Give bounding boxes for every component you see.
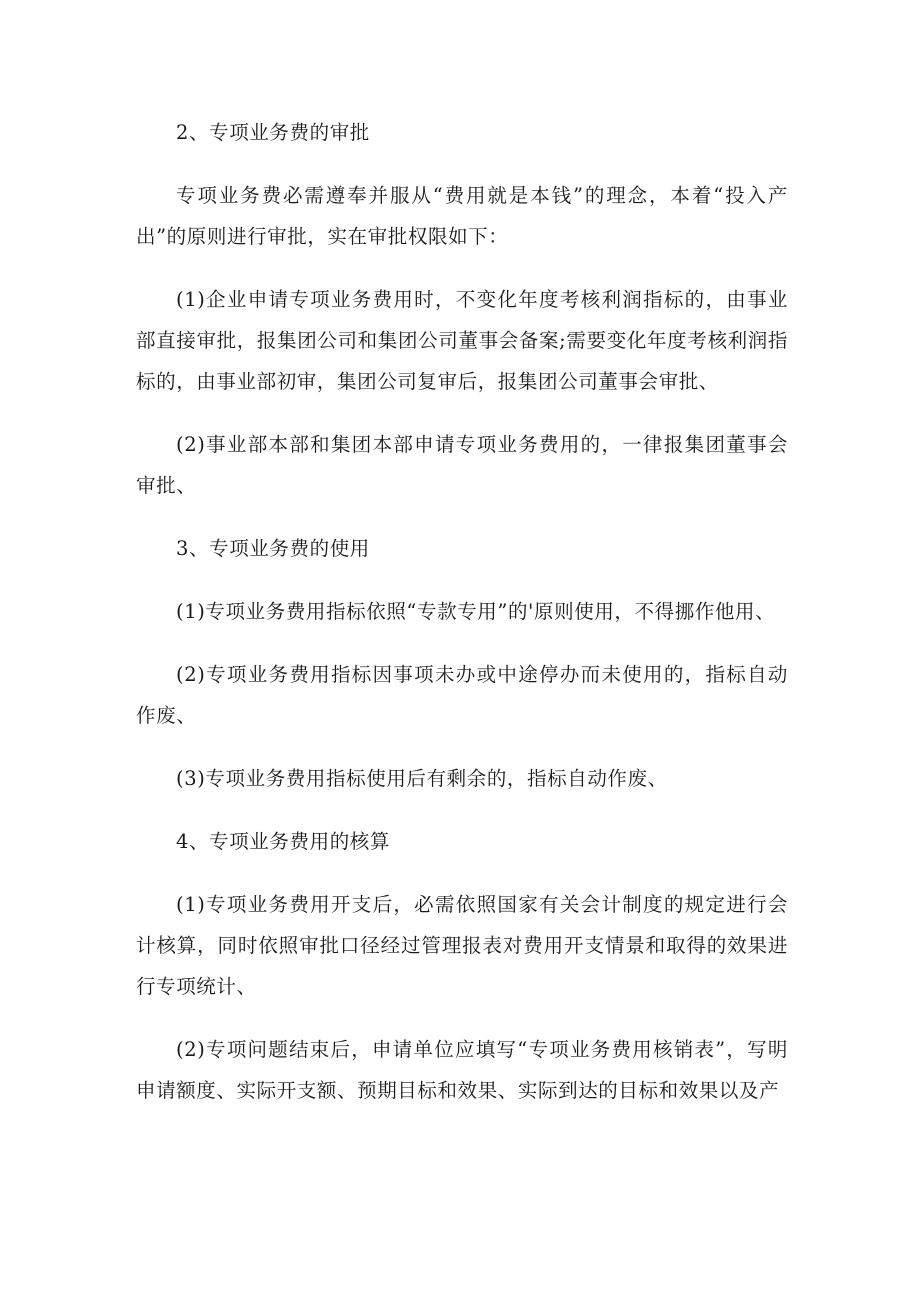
section-heading-usage: 3、专项业务费的使用	[176, 537, 370, 560]
section-heading-accounting: 4、专项业务费用的核算	[176, 830, 391, 853]
paragraph-approval-item-2: (2)事业部本部和集团本部申请专项业务费用的，一律报集团董事会审批、	[136, 433, 788, 497]
paragraph-approval-principle: 专项业务费必需遵奉并服从“费用就是本钱”的理念，本着“投入产出”的原则进行审批，实在审批权限如下：	[136, 184, 788, 248]
paragraph-accounting-item-2: (2)专项问题结束后，申请单位应填写“专项业务费用核销表”，写明申请额度、实际开支额、预期目标和效果、实际到达的目标和效果以及产	[136, 1038, 788, 1102]
section-heading-approval: 2、专项业务费的审批	[176, 121, 370, 144]
paragraph-usage-item-2: (2)专项业务费用指标因事项未办或中途停办而未使用的，指标自动作废、	[136, 663, 788, 727]
paragraph-usage-item-1: (1)专项业务费用指标依照“专款专用”的'原则使用，不得挪作他用、	[176, 600, 776, 623]
paragraph-accounting-item-1: (1)专项业务费用开支后，必需依照国家有关会计制度的规定进行会计核算，同时依照审批口径经过管理报表对费用开支情景和取得的效果进行专项统计、	[136, 893, 788, 998]
paragraph-approval-item-1: (1)企业申请专项业务费用时，不变化年度考核利润指标的，由事业部直接审批，报集团公司和集团公司董事会备案;需要变化年度考核利润指标的，由事业部初审，集团公司复审后，报集团公司董事会审批、	[136, 288, 788, 393]
paragraph-usage-item-3: (3)专项业务费用指标使用后有剩余的，指标自动作废、	[176, 767, 668, 790]
document-body	[136, 112, 788, 1133]
